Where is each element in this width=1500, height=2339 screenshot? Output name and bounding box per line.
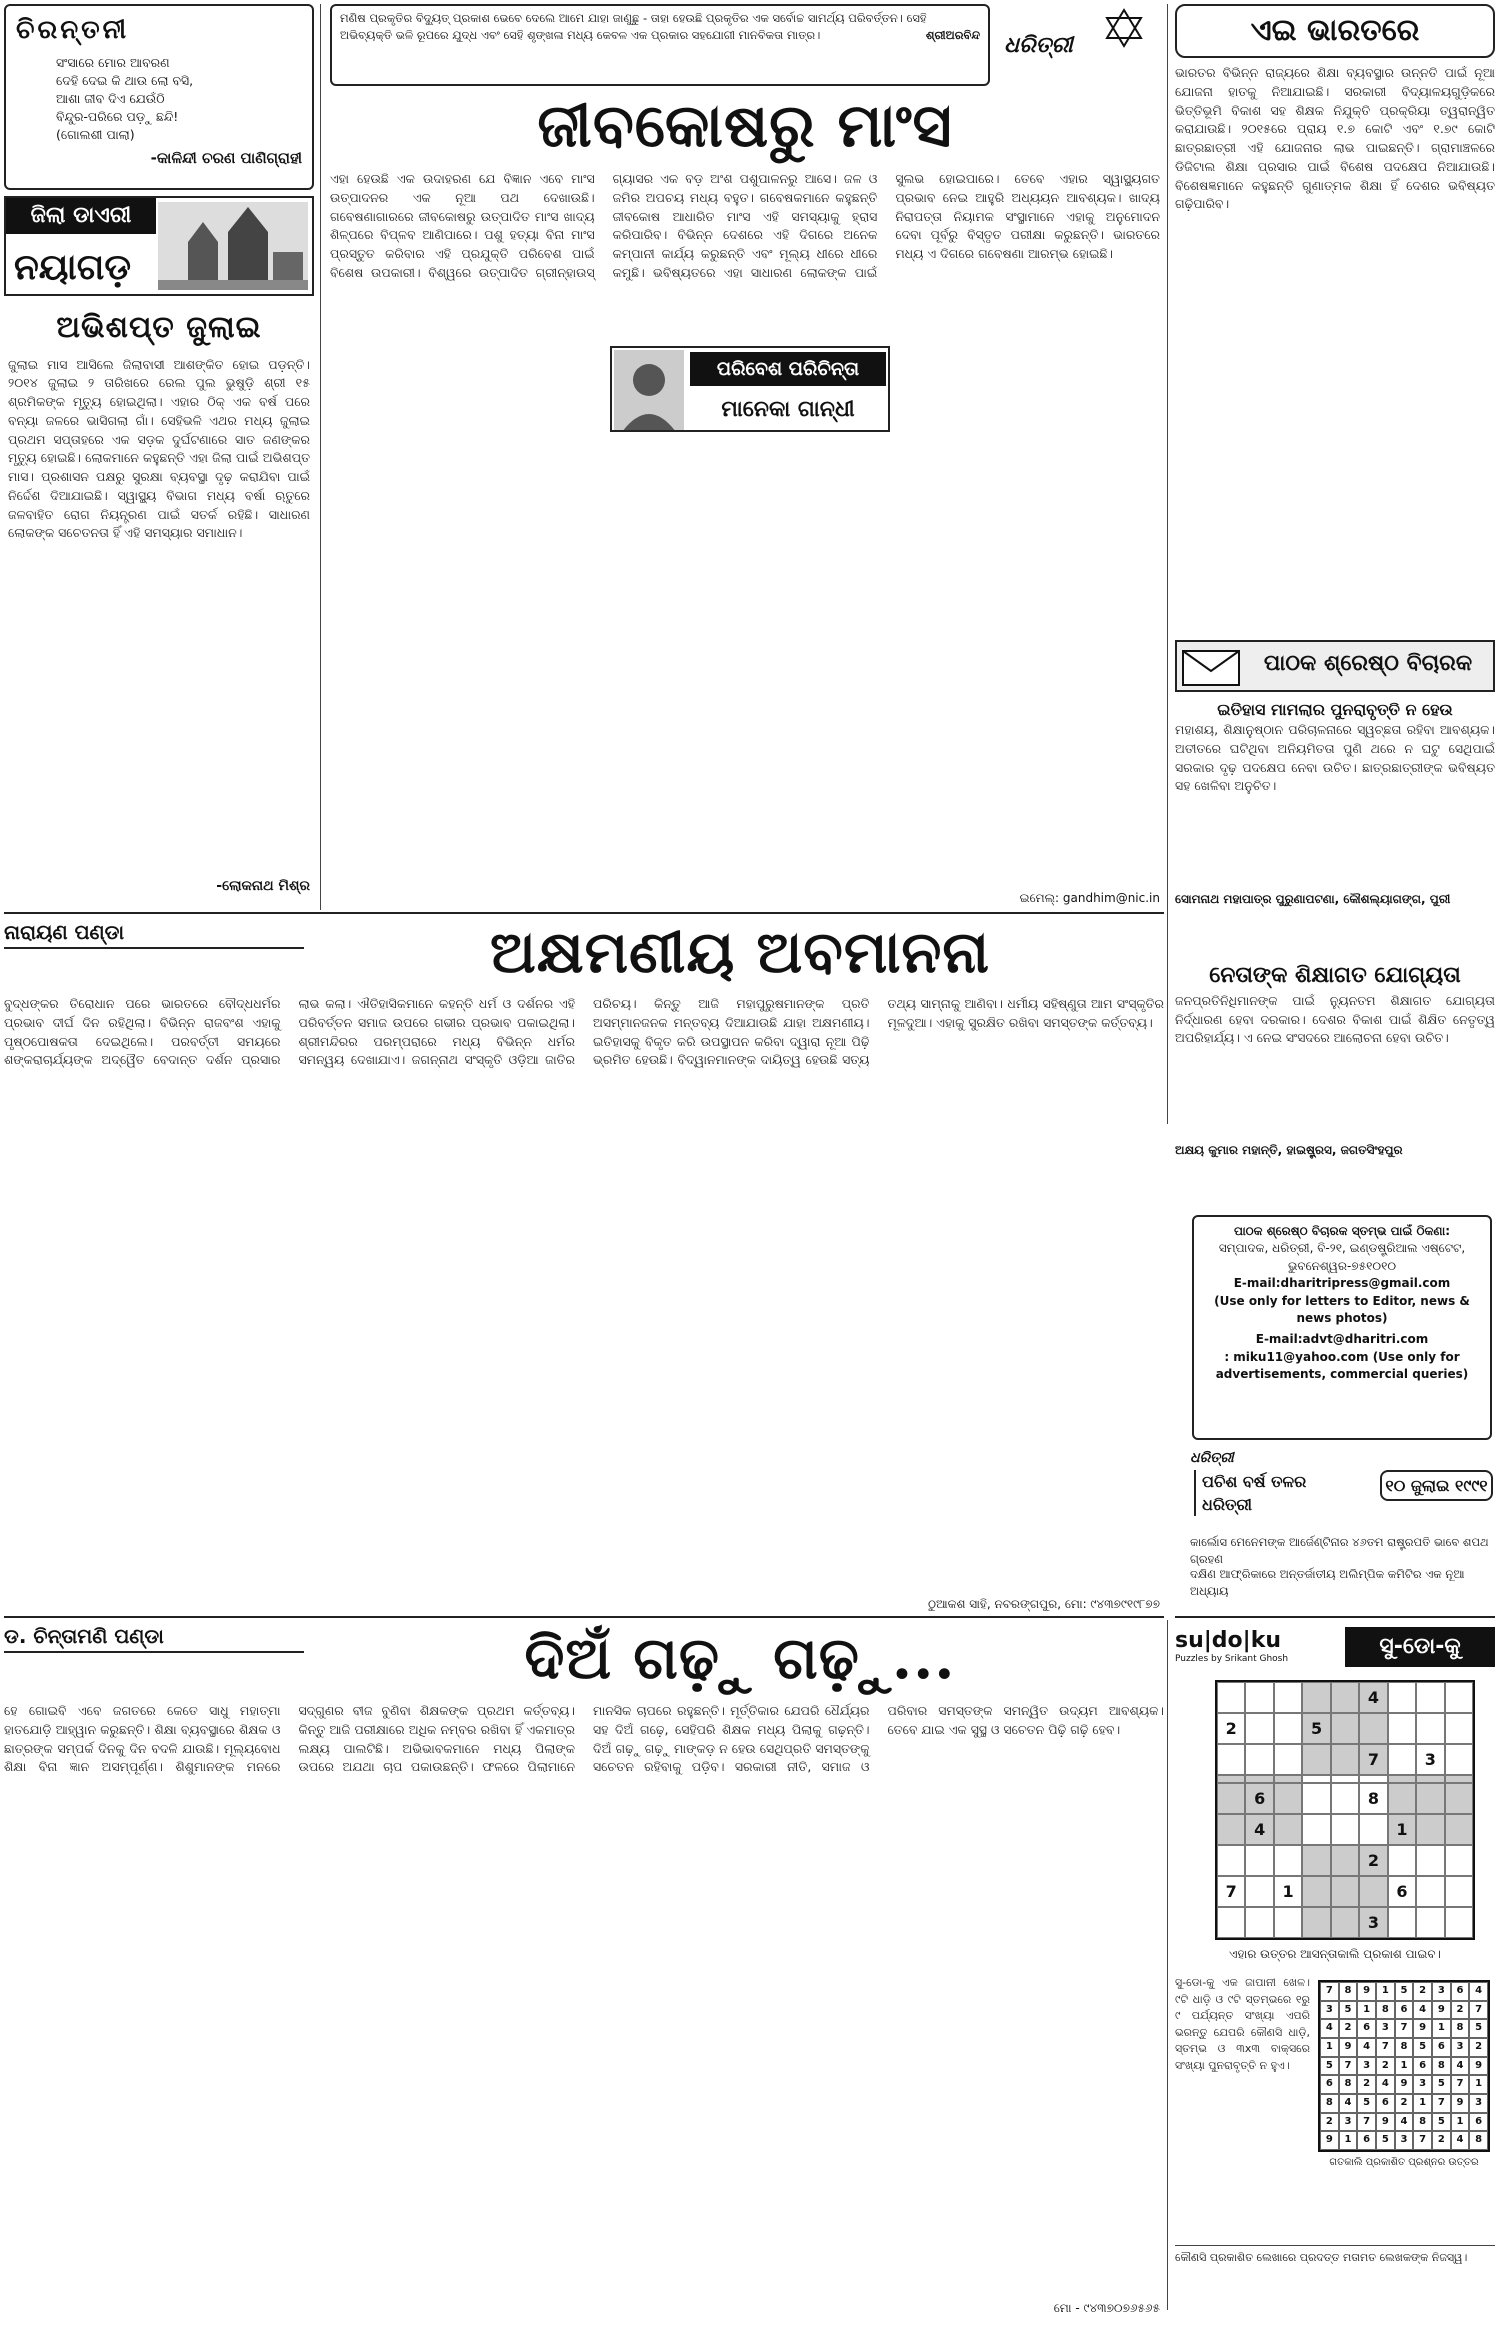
sudoku-cell[interactable] bbox=[1388, 1845, 1416, 1876]
sudoku-cell[interactable] bbox=[1416, 1775, 1444, 1783]
readers-forum-text: ପାଠକ ଶ୍ରେଷ୍ଠ ବିଚାରକ bbox=[1263, 651, 1473, 676]
chirantani-title: ଚିରନ୍ତନୀ bbox=[16, 15, 130, 45]
chirantani-author: -କାଳିନ୍ଦୀ ଚରଣ ପାଣିଗ୍ରାହୀ bbox=[150, 149, 302, 168]
sudoku-cell[interactable] bbox=[1245, 1845, 1273, 1876]
sudoku-cell[interactable] bbox=[1217, 1682, 1245, 1713]
sudoku-cell[interactable]: 4 bbox=[1359, 1682, 1387, 1713]
sudoku-solution-cell: 3 bbox=[1357, 2057, 1376, 2076]
second-body-text: ବୁଦ୍ଧଙ୍କର ତିରୋଧାନ ପରେ ଭାରତରେ ବୌଦ୍ଧଧର୍ମର ପ୍ରଭାବ ଦୀର୍ଘ ଦିନ ରହିଥିଲା। ବିଭିନ୍ନ ରାଜବଂଶ ଏହାକୁ ପୃଷ୍ଠପୋଷକତା ଦେଇଥିଲେ। ପରବର୍ତ୍ତୀ ସମୟରେ ଶଙ୍କରାଚାର୍ଯ୍ୟଙ୍କ ଅଦ୍ୱୈତ ବେଦାନ୍ତ ଦର୍ଶନ ପ୍ରସାର ଲାଭ କଲା। ଐତିହାସିକମାନେ କହନ୍ତି ଧର୍ମ ଓ ଦର୍ଶନର ଏହି ପରିବର୍ତ୍ତନ ସମାଜ ଉପରେ ଗଭୀର ପ୍ରଭାବ ପକାଇଥିଲା। ଶ୍ରୀମନ୍ଦିରର ପରମ୍ପରାରେ ମଧ୍ୟ ବିଭିନ୍ନ ଧର୍ମର ସମନ୍ୱୟ ଦେଖାଯାଏ। ଜଗନ୍ନାଥ ସଂସ୍କୃତି ଓଡ଼ିଆ ଜାତିର ପରିଚୟ। କିନ୍ତୁ ଆଜି ମହାପୁରୁଷମାନଙ୍କ ପ୍ରତି ଅସମ୍ମାନଜନକ ମନ୍ତବ୍ୟ ଦିଆଯାଉଛି ଯାହା ଅକ୍ଷମଣୀୟ। ଇତିହାସକୁ ବିକୃତ କରି ଉପସ୍ଥାପନ କରିବା ଦ୍ୱାରା ନୂଆ ପିଢ଼ି ଭ୍ରମିତ ହେଉଛି। ବିଦ୍ୱାନମାନଙ୍କ ଦାୟିତ୍ୱ ହେଉଛି ସତ୍ୟ ତଥ୍ୟ ସାମ୍ନାକୁ ଆଣିବା। ଧର୍ମୀୟ ସହିଷ୍ଣୁତା ଆମ ସଂସ୍କୃତିର ମୂଳଦୁଆ। ଏହାକୁ ସୁରକ୍ଷିତ ରଖିବା ସମସ୍ତଙ୍କ କର୍ତ୍ତବ୍ୟ। bbox=[4, 996, 1164, 1068]
sudoku-header bbox=[1175, 1625, 1495, 1673]
sudoku-solution-cell: 4 bbox=[1376, 2075, 1395, 2094]
sudoku-cell[interactable] bbox=[1359, 1876, 1387, 1907]
sudoku-cell[interactable] bbox=[1274, 1783, 1302, 1814]
third-body-text: ହେ ଗୋଇବି ଏବେ ଜଗତରେ କେତେ ସାଧୁ ମହାତ୍ମା ହାତଯୋଡ଼ି ଆହ୍ୱାନ କରୁଛନ୍ତି। ଶିକ୍ଷା ବ୍ୟବସ୍ଥାରେ ଶିକ୍ଷକ ଓ ଛାତ୍ରଙ୍କ ସମ୍ପର୍କ ଦିନକୁ ଦିନ ବଦଳି ଯାଉଛି। ମୂଲ୍ୟବୋଧ ଶିକ୍ଷା ବିନା ଜ୍ଞାନ ଅସମ୍ପୂର୍ଣ୍ଣ। ଶିଶୁମାନଙ୍କ ମନରେ ସଦ୍‌ଗୁଣର ବୀଜ ବୁଣିବା ଶିକ୍ଷକଙ୍କ ପ୍ରଥମ କର୍ତ୍ତବ୍ୟ। କିନ୍ତୁ ଆଜି ପରୀକ୍ଷାରେ ଅଧିକ ନମ୍ବର ରଖିବା ହିଁ ଏକମାତ୍ର ଲକ୍ଷ୍ୟ ପାଲଟିଛି। ଅଭିଭାବକମାନେ ମଧ୍ୟ ପିଲାଙ୍କ ଉପରେ ଅଯଥା ଚାପ ପକାଉଛନ୍ତି। ଫଳରେ ପିଲାମାନେ ମାନସିକ ଚାପରେ ରହୁଛନ୍ତି। ମୂର୍ତ୍ତିକାର ଯେପରି ଧୈର୍ଯ୍ୟର ସହ ଦିଅଁ ଗଢ଼େ, ସେହିପରି ଶିକ୍ଷକ ମଧ୍ୟ ପିଲାକୁ ଗଢ଼ନ୍ତି। ଦିଅଁ ଗଢ଼ୁ ଗଢ଼ୁ ମାଙ୍କଡ଼ ନ ହେଉ ସେଥିପ୍ରତି ସମସ୍ତଙ୍କୁ ସଚେତନ ରହିବାକୁ ପଡ଼ିବ। ସରକାରୀ ନୀତି, ସମାଜ ଓ ପରିବାର ସମସ୍ତଙ୍କ ସମନ୍ୱିତ ଉଦ୍ୟମ ଆବଶ୍ୟକ। ତେବେ ଯାଇ ଏକ ସୁସ୍ଥ ଓ ସଚେତନ ପିଢ଼ି ଗଢ଼ି ହେବ। bbox=[4, 1703, 1164, 1775]
sudoku-cell[interactable] bbox=[1388, 1907, 1416, 1938]
sudoku-cell[interactable] bbox=[1302, 1876, 1330, 1907]
sudoku-cell[interactable] bbox=[1331, 1682, 1359, 1713]
sudoku-solution-cell: 4 bbox=[1413, 2001, 1432, 2020]
sudoku-solution-caption: ଗତକାଲି ପ୍ରକାଶିତ ପ୍ରଶ୍ନର ଉତ୍ତର bbox=[1329, 2157, 1479, 2168]
sudoku-solution-cell: 1 bbox=[1413, 2094, 1432, 2113]
sudoku-solution-cell: 9 bbox=[1339, 2038, 1358, 2057]
star-of-david-icon bbox=[1104, 8, 1144, 48]
second-body bbox=[4, 995, 1164, 1610]
letter-2-body: ଜନପ୍ରତିନିଧିମାନଙ୍କ ପାଇଁ ନ୍ୟୁନତମ ଶିକ୍ଷାଗତ ଯୋଗ୍ୟତା ନିର୍ଦ୍ଧାରଣ ହେବା ଦରକାର। ଦେଶର ବିକାଶ ପାଇଁ ଶିକ୍ଷିତ ନେତୃତ୍ୱ ଅପରିହାର୍ଯ୍ୟ। ଏ ନେଇ ସଂସଦରେ ଆଲୋଚନା ହେବା ଉଚିତ। bbox=[1175, 992, 1495, 1046]
sudoku-cell[interactable] bbox=[1331, 1845, 1359, 1876]
sudoku-cell[interactable]: 1 bbox=[1388, 1814, 1416, 1845]
lead-author-box bbox=[610, 346, 890, 432]
sudoku-solution-cell: 6 bbox=[1357, 2019, 1376, 2038]
sudoku-solution-cell: 5 bbox=[1339, 2001, 1358, 2020]
sudoku-solution-cell: 7 bbox=[1451, 2075, 1470, 2094]
sudoku-cell[interactable] bbox=[1217, 1783, 1245, 1814]
sudoku-solution-cell: 9 bbox=[1357, 1982, 1376, 2001]
quote-box bbox=[330, 4, 990, 86]
sudoku-cell[interactable] bbox=[1388, 1713, 1416, 1744]
contact-email-2[interactable]: E-mail:advt@dharitri.com bbox=[1255, 1332, 1429, 1347]
sudoku-cell[interactable] bbox=[1302, 1682, 1330, 1713]
contact-email-3[interactable]: : miku11@yahoo.com (Use only for advertisements, commercial queries) bbox=[1215, 1349, 1469, 1382]
sudoku-solution-cell: 4 bbox=[1357, 2038, 1376, 2057]
sudoku-solution-cell: 5 bbox=[1413, 2038, 1432, 2057]
lead-column-tag: ପରିବେଶ ପରିଚିନ୍ତା bbox=[690, 352, 886, 386]
sudoku-solution-cell: 3 bbox=[1432, 1982, 1451, 2001]
sudoku-rules: ସୁ-ଡୋ-କୁ ଏକ ଜାପାନୀ ଖେଳ। ୯ଟି ଧାଡ଼ି ଓ ୯ଟି ସ୍ତମ୍ଭରେ ୧ରୁ ୯ ପର୍ଯ୍ୟନ୍ତ ସଂଖ୍ୟା ଏପରି ଭରନ୍ତୁ ଯେପରି କୌଣସି ଧାଡ଼ି, ସ୍ତମ୍ଭ ଓ ୩x୩ ବାକ୍ସରେ ସଂଖ୍ୟା ପୁନରାବୃତ୍ତି ନ ହୁଏ। bbox=[1175, 1976, 1310, 2072]
sudoku-solution-cell: 1 bbox=[1395, 2057, 1414, 2076]
sudoku-solution-cell: 8 bbox=[1339, 2075, 1358, 2094]
sudoku-cell[interactable] bbox=[1331, 1876, 1359, 1907]
sudoku-cell[interactable] bbox=[1302, 1845, 1330, 1876]
second-author: ନାରାୟଣ ପଣ୍ଡା bbox=[4, 918, 304, 949]
sudoku-cell[interactable] bbox=[1388, 1783, 1416, 1814]
sudoku-cell[interactable] bbox=[1416, 1876, 1444, 1907]
zilla-diary-body: ଜୁଲାଇ ମାସ ଆସିଲେ ଜିଲାବାସୀ ଆଶଙ୍କିତ ହୋଇ ପଡ଼ନ୍ତି। ୨୦୧୪ ଜୁଲାଇ ୨ ତାରିଖରେ ରେଲ ପୁଲ ଭୁଷୁଡ଼ି ଶ୍ରୀ ୧୫ ଶ୍ରମିକଙ୍କ ମୃତ୍ୟୁ ହୋଇଥିଲା। ଏହାର ଠିକ୍ ଏକ ବର୍ଷ ପରେ ବନ୍ୟା ଜଳରେ ଭାସିଗଲା ଗାଁ। ସେହିଭଳି ଏଥର ମଧ୍ୟ ଜୁଲାଇ ପ୍ରଥମ ସପ୍ତାହରେ ଏକ ସଡ଼କ ଦୁର୍ଘଟଣାରେ ସାତ ଜଣଙ୍କର ମୃତ୍ୟୁ ହୋଇଛି। ଲୋକମାନେ କହୁଛନ୍ତି ଏହା ଜିଲା ପାଇଁ ଅଭିଶପ୍ତ ମାସ। ପ୍ରଶାସନ ପକ୍ଷରୁ ସୁରକ୍ଷା ବ୍ୟବସ୍ଥା ଦୃଢ଼ କରାଯିବା ପାଇଁ ନିର୍ଦ୍ଦେଶ ଦିଆଯାଇଛି। ସ୍ୱାସ୍ଥ୍ୟ ବିଭାଗ ମଧ୍ୟ ବର୍ଷା ଋତୁରେ ଜଳବାହିତ ରୋଗ ନିୟନ୍ତ୍ରଣ ପାଇଁ ସତର୍କ ରହିଛି। ସାଧାରଣ ଲୋକଙ୍କ ସଚେତନତା ହିଁ ଏହି ସମସ୍ୟାର ସମାଧାନ। bbox=[8, 356, 310, 541]
sudoku-cell[interactable] bbox=[1388, 1744, 1416, 1775]
contact-note-1: (Use only for letters to Editor, news & news photos) bbox=[1214, 1293, 1470, 1325]
sudoku-cell[interactable] bbox=[1302, 1783, 1330, 1814]
sudoku-cell[interactable] bbox=[1416, 1907, 1444, 1938]
sudoku-cell[interactable] bbox=[1445, 1744, 1473, 1775]
past-box bbox=[1180, 1448, 1495, 1608]
sudoku-title: ସୁ-ଡୋ-କୁ bbox=[1345, 1627, 1495, 1667]
sudoku-solution-cell: 1 bbox=[1469, 2075, 1488, 2094]
sudoku-caption: ଏହାର ଉତ୍ତର ଆସନ୍ତାକାଲି ପ୍ରକାଶ ପାଇବ। bbox=[1229, 1947, 1441, 1961]
sudoku-cell[interactable] bbox=[1331, 1814, 1359, 1845]
sudoku-cell[interactable] bbox=[1217, 1907, 1245, 1938]
sudoku-solution-cell: 3 bbox=[1376, 2019, 1395, 2038]
sudoku-solution-cell: 4 bbox=[1469, 1982, 1488, 2001]
sudoku-solution-cell: 7 bbox=[1339, 2057, 1358, 2076]
sudoku-cell[interactable] bbox=[1302, 1775, 1330, 1783]
sudoku-cell[interactable] bbox=[1445, 1876, 1473, 1907]
sudoku-solution-cell: 1 bbox=[1357, 2001, 1376, 2020]
sudoku-cell[interactable] bbox=[1245, 1907, 1273, 1938]
third-footer: ମୋ - ୯୪୩୭୦୭୬୫୬୫ bbox=[1053, 2301, 1160, 2315]
sudoku-solution-cell: 2 bbox=[1451, 2001, 1470, 2020]
sudoku-solution-cell: 9 bbox=[1320, 2131, 1339, 2150]
readers-forum-label bbox=[1175, 640, 1495, 692]
sudoku-cell[interactable] bbox=[1416, 1682, 1444, 1713]
contact-box bbox=[1192, 1215, 1492, 1440]
sudoku-cell[interactable] bbox=[1274, 1744, 1302, 1775]
zilla-diary-label: ଜିଲା ଡାଏରୀ bbox=[6, 198, 156, 234]
sudoku-cell[interactable]: 4 bbox=[1245, 1814, 1273, 1845]
sudoku-cell[interactable] bbox=[1274, 1814, 1302, 1845]
lead-headline: ଜୀବକୋଷରୁ ମାଂସ bbox=[537, 91, 953, 161]
sudoku-cell[interactable]: 6 bbox=[1245, 1783, 1273, 1814]
sudoku-solution-cell: 9 bbox=[1432, 2001, 1451, 2020]
sudoku-solution-cell: 7 bbox=[1469, 2001, 1488, 2020]
sudoku-solution-cell: 6 bbox=[1413, 2057, 1432, 2076]
section-india-title: ଏଇ ଭାରତରେ bbox=[1175, 4, 1495, 58]
sudoku-solution-cell: 2 bbox=[1357, 2075, 1376, 2094]
sudoku-solution-cell: 2 bbox=[1413, 1982, 1432, 2001]
sudoku-cell[interactable] bbox=[1217, 1775, 1245, 1783]
sudoku-cell[interactable] bbox=[1331, 1907, 1359, 1938]
sudoku-cell[interactable]: 7 bbox=[1217, 1876, 1245, 1907]
sudoku-cell[interactable] bbox=[1245, 1876, 1273, 1907]
sudoku-solution-cell: 4 bbox=[1451, 2057, 1470, 2076]
third-headline: ଦିଅଁ ଗଢ଼ୁ ଗଢ଼ୁ... bbox=[524, 1624, 956, 1692]
sudoku-cell[interactable] bbox=[1359, 1814, 1387, 1845]
sudoku-cell[interactable] bbox=[1445, 1682, 1473, 1713]
sudoku-cell[interactable] bbox=[1388, 1775, 1416, 1783]
sudoku-solution-cell: 1 bbox=[1432, 2019, 1451, 2038]
sudoku-solution-grid bbox=[1318, 1980, 1490, 2152]
zilla-diary-district: ନୟାଗଡ଼ bbox=[14, 247, 132, 288]
sudoku-cell[interactable]: 6 bbox=[1388, 1876, 1416, 1907]
sudoku-cell[interactable]: 2 bbox=[1359, 1845, 1387, 1876]
past-item-2: ଦକ୍ଷିଣ ଆଫ୍ରିକାରେ ଅନ୍ତର୍ଜାତୀୟ ଅଲିମ୍ପିକ କମିଟିର ଏକ ନୂଆ ଅଧ୍ୟାୟ bbox=[1190, 1567, 1465, 1598]
sudoku-cell[interactable] bbox=[1245, 1744, 1273, 1775]
letter-1-author: ସୋମନାଥ ମହାପାତ୍ର ପୁରୁଣାପଟଣା, କୌଶଲ୍ୟାଗଙ୍ଗ, ପୁରୀ bbox=[1175, 892, 1451, 907]
lead-author: ମାନେକା ଗାନ୍ଧୀ bbox=[721, 397, 855, 422]
sudoku-cell[interactable] bbox=[1416, 1713, 1444, 1744]
quote-author: ଶ୍ରୀଅରବିନ୍ଦ bbox=[925, 27, 980, 42]
sudoku-cell[interactable] bbox=[1274, 1845, 1302, 1876]
envelope-icon bbox=[1181, 645, 1241, 689]
masthead-logo-text: ଧରିତ୍ରୀ bbox=[1004, 33, 1073, 58]
letter-1-title: ଇତିହାସ ମାମଲାର ପୁନରାବୃତ୍ତି ନ ହେଉ bbox=[1217, 700, 1453, 719]
sudoku-solution-cell: 8 bbox=[1451, 2019, 1470, 2038]
sudoku-solution-cell: 3 bbox=[1339, 2113, 1358, 2132]
zilla-diary-header bbox=[4, 196, 314, 296]
letter-2 bbox=[1175, 960, 1495, 1210]
sudoku-solution-cell: 3 bbox=[1469, 2094, 1488, 2113]
sudoku-cell[interactable] bbox=[1302, 1907, 1330, 1938]
sudoku-solution-cell: 6 bbox=[1451, 1982, 1470, 2001]
past-title: ପଚିଶ ବର୍ଷ ତଳର ଧରିତ୍ରୀ bbox=[1194, 1470, 1352, 1516]
sudoku-cell[interactable] bbox=[1274, 1713, 1302, 1744]
sudoku-cell[interactable] bbox=[1302, 1814, 1330, 1845]
sudoku-solution-cell: 7 bbox=[1357, 2113, 1376, 2132]
sudoku-cell[interactable] bbox=[1331, 1775, 1359, 1783]
sudoku-solution-cell: 3 bbox=[1320, 2001, 1339, 2020]
past-date: ୧୦ ଜୁଲାଇ ୧୯୯୧ bbox=[1380, 1470, 1493, 1501]
sudoku-cell[interactable] bbox=[1445, 1713, 1473, 1744]
sudoku-solution-cell: 5 bbox=[1469, 2019, 1488, 2038]
sudoku-solution-cell: 7 bbox=[1413, 2131, 1432, 2150]
past-logo: ଧରିତ୍ରୀ bbox=[1190, 1450, 1234, 1466]
contact-address: ସମ୍ପାଦକ, ଧରିତ୍ରୀ, ବି-୨୧, ଇଣ୍ଡଷ୍ଟ୍ରିଆଲ ଏଷ୍ଟେଟ, ଭୁବନେଶ୍ୱର-୭୫୧୦୧୦ bbox=[1218, 1241, 1466, 1273]
sudoku-cell[interactable] bbox=[1416, 1845, 1444, 1876]
sudoku-cell[interactable] bbox=[1331, 1744, 1359, 1775]
sudoku-solution-cell: 9 bbox=[1376, 2113, 1395, 2132]
sudoku-solution-cell: 8 bbox=[1376, 2001, 1395, 2020]
sudoku-solution-cell: 4 bbox=[1451, 2131, 1470, 2150]
letter-1-body: ମହାଶୟ, ଶିକ୍ଷାନୁଷ୍ଠାନ ପରିଚାଳନାରେ ସ୍ୱଚ୍ଛତା ରହିବା ଆବଶ୍ୟକ। ଅତୀତରେ ଘଟିଥିବା ଅନିୟମିତତା ପୁଣି ଥରେ ନ ଘଟୁ ସେଥିପାଇଁ ସରକାର ଦୃଢ଼ ପଦକ୍ଷେପ ନେବା ଉଚିତ। ଛାତ୍ରଛାତ୍ରୀଙ୍କ ଭବିଷ୍ୟତ ସହ ଖେଳିବା ଅନୁଚିତ। bbox=[1175, 722, 1495, 794]
letter-2-title: ନେତାଙ୍କ ଶିକ୍ଷାଗତ ଯୋଗ୍ୟତା bbox=[1209, 963, 1461, 988]
sudoku-cell[interactable]: 8 bbox=[1359, 1783, 1387, 1814]
sudoku-cell[interactable] bbox=[1388, 1682, 1416, 1713]
sudoku-cell[interactable] bbox=[1445, 1814, 1473, 1845]
sudoku-solution-cell: 6 bbox=[1376, 2094, 1395, 2113]
sudoku-solution-cell: 5 bbox=[1376, 2131, 1395, 2150]
sudoku-solution-cell: 8 bbox=[1413, 2113, 1432, 2132]
sudoku-solution-cell: 6 bbox=[1320, 2075, 1339, 2094]
sudoku-cell[interactable]: 3 bbox=[1359, 1907, 1387, 1938]
sudoku-cell[interactable]: 2 bbox=[1217, 1713, 1245, 1744]
sudoku-solution-cell: 5 bbox=[1357, 2094, 1376, 2113]
zilla-diary-headline: ଅଭିଶପ୍ତ ଜୁଲାଇ bbox=[56, 310, 262, 345]
sudoku-solution-cell: 5 bbox=[1395, 1982, 1414, 2001]
zilla-diary-author: -ଲୋକନାଥ ମିଶ୍ର bbox=[216, 877, 310, 894]
sudoku-cell[interactable] bbox=[1274, 1682, 1302, 1713]
sudoku-solution-cell: 7 bbox=[1376, 2038, 1395, 2057]
sudoku-solution-cell: 1 bbox=[1320, 2038, 1339, 2057]
sudoku-solution-cell: 3 bbox=[1451, 2038, 1470, 2057]
sudoku-solution-cell: 5 bbox=[1320, 2057, 1339, 2076]
sudoku-solution-cell: 4 bbox=[1395, 2113, 1414, 2132]
author-photo bbox=[614, 350, 684, 432]
sudoku-cell[interactable] bbox=[1359, 1775, 1387, 1783]
sudoku-solution-cell: 8 bbox=[1395, 2038, 1414, 2057]
sudoku-cell[interactable] bbox=[1217, 1744, 1245, 1775]
sudoku-solution-cell: 7 bbox=[1432, 2094, 1451, 2113]
sudoku-solution-cell: 1 bbox=[1376, 1982, 1395, 2001]
sudoku-solution-cell: 8 bbox=[1339, 1982, 1358, 2001]
sudoku-solution-cell: 9 bbox=[1469, 2057, 1488, 2076]
sudoku-solution-cell: 7 bbox=[1395, 2019, 1414, 2038]
sudoku-brand: su|do|ku bbox=[1175, 1628, 1281, 1653]
sudoku-cell[interactable] bbox=[1416, 1783, 1444, 1814]
sudoku-cell[interactable] bbox=[1274, 1907, 1302, 1938]
sudoku-solution-cell: 2 bbox=[1339, 2019, 1358, 2038]
sudoku-cell[interactable]: 1 bbox=[1274, 1876, 1302, 1907]
sudoku-solution-cell: 8 bbox=[1320, 2094, 1339, 2113]
sudoku-solution-cell: 4 bbox=[1339, 2094, 1358, 2113]
sudoku-solution-cell: 3 bbox=[1395, 2131, 1414, 2150]
sudoku-solution-cell: 7 bbox=[1320, 1982, 1339, 2001]
sudoku-cell[interactable] bbox=[1331, 1713, 1359, 1744]
sudoku-cell[interactable] bbox=[1302, 1744, 1330, 1775]
second-footer: ଠୁଆକଶ ସାହି, ନବରଙ୍ଗପୁର, ମୋ: ୯୪୩୭୯୧୯୮୭୭ bbox=[928, 1597, 1160, 1611]
third-author: ଡ. ଚିନ୍ତାମଣି ପଣ୍ଡା bbox=[4, 1622, 304, 1653]
sudoku-cell[interactable] bbox=[1445, 1907, 1473, 1938]
sudoku-solution-cell: 8 bbox=[1432, 2057, 1451, 2076]
section-india-body: ଭାରତର ବିଭିନ୍ନ ରାଜ୍ୟରେ ଶିକ୍ଷା ବ୍ୟବସ୍ଥାର ଉନ୍ନତି ପାଇଁ ନୂଆ ଯୋଜନା ହାତକୁ ନିଆଯାଇଛି। ସରକାରୀ ବିଦ୍ୟାଳୟଗୁଡ଼ିକରେ ଭିତ୍ତିଭୂମି ବିକାଶ ସହ ଶିକ୍ଷକ ନିଯୁକ୍ତି ପ୍ରକ୍ରିୟା ତ୍ୱରାନ୍ୱିତ କରାଯାଉଛି। ୨୦୧୫ରେ ପ୍ରାୟ ୧.୭ କୋଟି ଏବଂ ୧.୭୯ କୋଟି ଛାତ୍ରଛାତ୍ରୀ ଏହି ଯୋଜନାର ଲାଭ ପାଇଛନ୍ତି। ଗ୍ରାମାଞ୍ଚଳରେ ଡିଜିଟାଲ ଶିକ୍ଷା ପ୍ରସାର ପାଇଁ ବିଶେଷ ପଦକ୍ଷେପ ନିଆଯାଉଛି। ବିଶେଷଜ୍ଞମାନେ କହୁଛନ୍ତି ଗୁଣାତ୍ମକ ଶିକ୍ଷା ହିଁ ଦେଶର ଭବିଷ୍ୟତ ଗଢ଼ିପାରିବ। bbox=[1175, 65, 1495, 212]
sudoku-cell[interactable] bbox=[1359, 1713, 1387, 1744]
second-headline: ଅକ୍ଷମଣୀୟ ଅବମାନନା bbox=[489, 918, 991, 986]
sudoku-solution-cell: 6 bbox=[1432, 2038, 1451, 2057]
quote-text: ମଣିଷ ପ୍ରକୃତିର ବିଦ୍ୟୁତ୍ ପ୍ରକାଶ ଭେବେ ଦେଲେ ଆମେ ଯାହା ଜାଣୁଛୁ - ତାହା ହେଉଛି ପ୍ରକୃତିର ଏକ ସର୍ବୋଚ୍ଚ ସାମର୍ଥ୍ୟ ପରିବର୍ତ୍ତନ। ସେହି ଅଭିବ୍ୟକ୍ତି ଭଳି ରୂପରେ ଯୁଦ୍ଧ ଏବଂ ସେହି ଶୃଙ୍ଖଳା ମଧ୍ୟ କେବଳ ଏକ ପ୍ରକାର ସହଯୋଗୀ ମାନବିକତା ମାତ୍ର। bbox=[340, 11, 927, 42]
sudoku-solution-cell: 1 bbox=[1339, 2131, 1358, 2150]
letter-1 bbox=[1175, 698, 1495, 958]
sudoku-cell[interactable] bbox=[1217, 1845, 1245, 1876]
sudoku-solution-cell: 2 bbox=[1376, 2057, 1395, 2076]
sudoku-solution-cell: 2 bbox=[1469, 2038, 1488, 2057]
page-footer-note: କୌଣସି ପ୍ରକାଶିତ ଲେଖାରେ ପ୍ରଦତ୍ତ ମତାମତ ଲେଖକଙ୍କ ନିଜସ୍ୱ। bbox=[1175, 2245, 1495, 2266]
sudoku-brand-sub: Puzzles by Srikant Ghosh bbox=[1175, 1654, 1289, 1664]
sudoku-solution-cell: 2 bbox=[1320, 2113, 1339, 2132]
sudoku-solution-cell: 2 bbox=[1432, 2131, 1451, 2150]
sudoku-cell[interactable] bbox=[1445, 1775, 1473, 1783]
contact-heading: ପାଠକ ଶ୍ରେଷ୍ଠ ବିଚାରକ ସ୍ତମ୍ଭ ପାଇଁ ଠିକଣା: bbox=[1233, 1224, 1451, 1238]
chirantani-box bbox=[4, 4, 314, 190]
sudoku-cell[interactable] bbox=[1445, 1783, 1473, 1814]
masthead-logo bbox=[1000, 4, 1150, 86]
sudoku-cell[interactable] bbox=[1274, 1775, 1302, 1783]
contact-email-1[interactable]: E-mail:dharitripress@gmail.com bbox=[1233, 1276, 1451, 1291]
sudoku-cell[interactable] bbox=[1217, 1814, 1245, 1845]
sudoku-cell[interactable] bbox=[1416, 1814, 1444, 1845]
sudoku-solution-cell: 9 bbox=[1413, 2019, 1432, 2038]
temple-photo bbox=[158, 202, 308, 290]
sudoku-cell[interactable] bbox=[1245, 1713, 1273, 1744]
sudoku-solution-cell: 6 bbox=[1357, 2131, 1376, 2150]
lead-email: ଇମେଲ୍: gandhim@nic.in bbox=[1019, 891, 1160, 905]
sudoku-solution-cell: 3 bbox=[1413, 2075, 1432, 2094]
sudoku-solution-cell: 8 bbox=[1469, 2131, 1488, 2150]
letter-2-author: ଅକ୍ଷୟ କୁମାର ମହାନ୍ତି, ହାଇଷ୍ଟ୍ରସ, ଜଗତସିଂହପୁର bbox=[1175, 1142, 1403, 1157]
sudoku-cell[interactable] bbox=[1331, 1783, 1359, 1814]
sudoku-puzzle-grid[interactable] bbox=[1215, 1680, 1475, 1940]
sudoku-cell[interactable] bbox=[1245, 1775, 1273, 1783]
sudoku-cell[interactable] bbox=[1445, 1845, 1473, 1876]
sudoku-solution-cell: 4 bbox=[1320, 2019, 1339, 2038]
third-body bbox=[4, 1702, 1164, 2302]
sudoku-solution-cell: 5 bbox=[1432, 2075, 1451, 2094]
zilla-diary-article bbox=[4, 300, 314, 910]
sudoku-solution-cell: 9 bbox=[1395, 2075, 1414, 2094]
sudoku-solution-cell: 2 bbox=[1395, 2094, 1414, 2113]
sudoku-cell[interactable] bbox=[1245, 1682, 1273, 1713]
sudoku-cell[interactable]: 5 bbox=[1302, 1713, 1330, 1744]
sudoku-solution-cell: 6 bbox=[1395, 2001, 1414, 2020]
sudoku-solution-cell: 6 bbox=[1469, 2113, 1488, 2132]
past-item-1: କାର୍ଲୋସ ମେନେମଙ୍କ ଆର୍ଜେଣ୍ଟିନାର ୪୬ତମ ରାଷ୍ଟ୍ରପତି ଭାବେ ଶପଥ ଗ୍ରହଣ bbox=[1190, 1535, 1489, 1566]
chirantani-poem: ସଂସାରେ ମୋର ଆବରଣ ଦେହି ଦେଇ କି ଥାଉ ଲୋ ବସି, ଆଶା ଜୀବ ଦିଏ ଯେଉଁଠି ବିନ୍ଦୁର-ପରିରେ ପଡ଼ୁ ଛନ୍ଦି! (ଗୋଲଶୀ ପାଲା) bbox=[56, 54, 194, 143]
sudoku-solution-cell: 9 bbox=[1451, 2094, 1470, 2113]
sudoku-solution-cell: 5 bbox=[1432, 2113, 1451, 2132]
sudoku-cell[interactable]: 3 bbox=[1416, 1744, 1444, 1775]
sudoku-cell[interactable]: 7 bbox=[1359, 1744, 1387, 1775]
lead-body-text: ଏହା ହେଉଛି ଏକ ଉଦାହରଣ ଯେ ବିଜ୍ଞାନ ଏବେ ମାଂସ ଉତ୍ପାଦନର ଏକ ନୂଆ ପଥ ଦେଖାଉଛି। ଗବେଷଣାଗାରରେ ଜୀବକୋଷରୁ ଉତ୍ପାଦିତ ମାଂସ ଖାଦ୍ୟ ଶିଳ୍ପରେ ବିପ୍ଳବ ଆଣିପାରେ। ପଶୁ ହତ୍ୟା ବିନା ମାଂସ ପ୍ରସ୍ତୁତ କରିବାର ଏହି ପ୍ରଯୁକ୍ତି ପରିବେଶ ପାଇଁ ବିଶେଷ ଉପକାରୀ। ବିଶ୍ୱରେ ଉତ୍ପାଦିତ ଗ୍ରୀନ୍‌ହାଉସ୍ ଗ୍ୟାସର ଏକ ବଡ଼ ଅଂଶ ପଶୁପାଳନରୁ ଆସେ। ଜଳ ଓ ଜମିର ଅପଚୟ ମଧ୍ୟ ବହୁତ। ଗବେଷକମାନେ କହୁଛନ୍ତି ଜୀବକୋଷ ଆଧାରିତ ମାଂସ ଏହି ସମସ୍ୟାକୁ ହ୍ରାସ କରିପାରିବ। ବିଭିନ୍ନ ଦେଶରେ ଏହି ଦିଗରେ ଅନେକ କମ୍ପାନୀ କାର୍ଯ୍ୟ କରୁଛନ୍ତି ଏବଂ ମୂଲ୍ୟ ଧୀରେ ଧୀରେ କମୁଛି। ଭବିଷ୍ୟତରେ ଏହା ସାଧାରଣ ଲୋକଙ୍କ ପାଇଁ ସୁଲଭ ହୋଇପାରେ। ତେବେ ଏହାର ସ୍ୱାସ୍ଥ୍ୟଗତ ପ୍ରଭାବ ନେଇ ଆହୁରି ଅଧ୍ୟୟନ ଆବଶ୍ୟକ। ଖାଦ୍ୟ ନିରାପତ୍ତା ନିୟାମକ ସଂସ୍ଥାମାନେ ଏହାକୁ ଅନୁମୋଦନ ଦେବା ପୂର୍ବରୁ ବିସ୍ତୃତ ପରୀକ୍ଷା କରୁଛନ୍ତି। ଭାରତରେ ମଧ୍ୟ ଏ ଦିଗରେ ଗବେଷଣା ଆରମ୍ଭ ହୋଇଛି। bbox=[330, 171, 1160, 280]
sudoku-solution-cell: 1 bbox=[1451, 2113, 1470, 2132]
lead-body bbox=[330, 170, 1160, 890]
